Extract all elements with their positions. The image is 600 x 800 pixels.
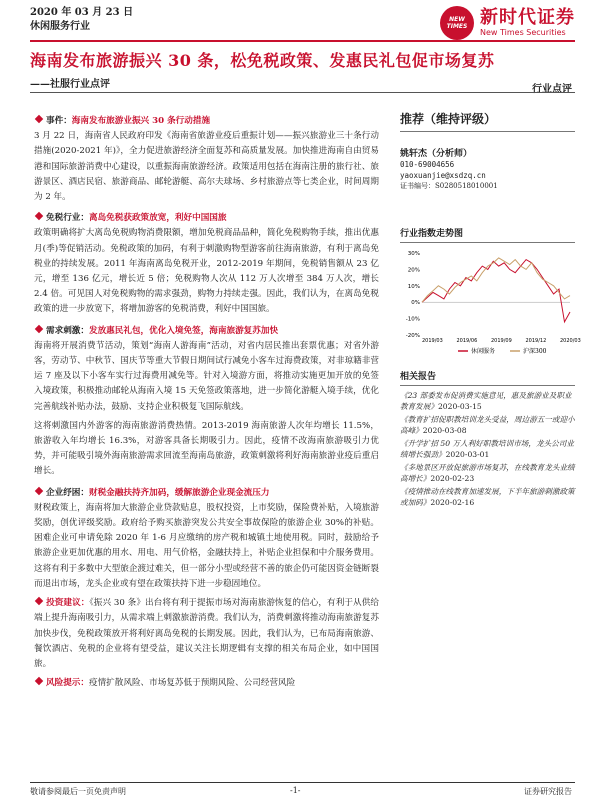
analyst-cert: 证书编号：S0280518010001: [400, 182, 498, 190]
section-heading: 发放惠民礼包，优化入境免签，海南旅游复苏加快: [88, 325, 279, 336]
sector-label: 休闲服务行业: [30, 21, 90, 32]
x-tick-label: 2019/12: [525, 338, 547, 344]
logo-cn-text: 新时代证券: [480, 7, 575, 28]
section-demand: 需求刺激：发放惠民礼包，优化入境免签，海南旅游复苏加快 海南将开展消费节活动，策划“海南人游海南”活动，对省内居民推出套票优惠；对省外游客，劳动节、中秋节、国庆节等重大节假日期间试行减免小客车过海费政策，对非琼籍非营运 7 座及以下小客车实行过海费用减免等。针对入境游方面，将推动实施更加开放的免签入境政策，积极推动邮轮从海南入境 15 天免签政策落地，进一步简化游艇入境手续，优化完善航线补贴办法，鼓励、支持企业积极复飞国际航线。 这将刺激国内外游客的海南旅游消费热情。2013-2019 海南旅游人次年均增长 11.5%，旅游收入年均增长 16.3%，对游客具备长期吸引力。因此，疫情不改海南旅游吸引力优势，并可能吸引境外海南旅游需求回流至海南岛旅游，政策刺激将利好海南旅游业疫后重启增长。: [34, 324, 379, 480]
logo-badge-icon: NEW TIMES: [440, 6, 474, 40]
y-tick-label: -20%: [405, 333, 420, 339]
bullet-diamond-icon: [35, 597, 43, 605]
legend-label: 休闲服务: [471, 348, 496, 355]
logo-en-text: New Times Securities: [480, 28, 566, 37]
trend-chart-svg: [400, 247, 581, 359]
subtitle-divider: [30, 92, 575, 93]
x-tick-label: 2019/06: [456, 338, 478, 344]
section-paragraph: 疫情扩散风险、市场复苏低于预期风险、公司经营风险: [88, 678, 296, 689]
section-heading: 海南发布旅游业振兴 30 条行动措施: [71, 116, 211, 126]
section-risk: 风险提示：疫情扩散风险、市场复苏低于预期风险、公司经营风险: [34, 676, 379, 691]
section-paragraph: 海南将开展消费节活动，策划“海南人游海南”活动，对省内居民推出套票优惠；对省外游客，劳动节、中秋节、国庆节等重大节假日期间试行减免小客车过海费政策，对非琼籍非营运 7 座及以下小客车实行过海费用减免等。针对入境游方面，将推动实施更加开放的免签入境政策，积极推动邮轮从海南入境 15 天免签政策落地，进一步简化游艇入境手续，优化完善航线补贴办法，鼓励、支持企业积极复飞国际航线。: [34, 340, 379, 412]
analyst-name: 姚轩杰（分析师）: [400, 149, 473, 159]
related-reports-title: 相关报告: [400, 369, 575, 386]
section-heading: 离岛免税获政策放宽，利好中国国旅: [88, 213, 227, 224]
legend-label: 沪深300: [523, 348, 547, 355]
x-tick-label: 2019/03: [422, 338, 443, 344]
footer-report-type: 证券研究报告: [524, 787, 572, 796]
sidebar: [400, 108, 581, 510]
bullet-diamond-icon: [35, 324, 43, 332]
section-relief: 企业纾困：财税金融扶持齐加码，缓解旅游企业现金流压力 财税政策上，海南将加大旅游企业贷款贴息，股权投资，上市奖励，保险费补贴，入境旅游奖励，创优评级奖励。政府给予购买旅游突发公共安全事故保险的旅游企业 30%的补贴。困难企业可申请免除 2020 年 1-6 月应缴纳的房产税和城镇土地使用税。同时，鼓励给予旅游企业更加优惠的用水、用电、用气价格，金融扶持上，补贴企业担保和中介服务费用。这将有利于多数中大型旅企渡过难关，但一部分小型或经营不善的旅企仍可能因资金链断裂而退出市场，龙头企业或有望在政策扶持下进一步稳固地位。: [34, 486, 379, 592]
y-tick-label: 0%: [411, 300, 420, 307]
bullet-diamond-icon: [35, 486, 43, 494]
related-report-item[interactable]: 《23 部委发布促消费实施意见，惠及旅游业及职业教育发展》2020-03-15: [400, 391, 572, 411]
series-line-1: [422, 258, 570, 302]
title-divider: [30, 40, 575, 42]
series-line-0: [422, 260, 570, 322]
report-title: 海南发布旅游振兴 30 条，松免税政策、发惠民礼包促市场复苏: [30, 51, 495, 70]
related-report-item[interactable]: 《疫情推动在线教育加速发展，下半年旅游刺激政策或加码》2020-02-16: [400, 487, 575, 507]
related-report-item[interactable]: 《教育扩招促职教培训龙头受益，周边游五一或迎小高峰》2020-03-08: [400, 415, 575, 435]
footer-disclaimer: 敬请参阅最后一页免责声明: [30, 787, 126, 796]
rating: 推荐（维持评级）: [400, 112, 497, 126]
section-event: 事件：海南发布旅游业振兴 30 条行动措施 3 月 22 日，海南省人民政府印发《海南省旅游业疫后重振计划——振兴旅游业三十条行动措施(2020-2021 年)》，全力促进旅游经济全面复苏和高质量发展。加快推进海南自由贸易港和国际旅游消费中心建设，以重振海南旅游经济。政策适用包括在海南注册的旅行社、旅游景区、酒店民宿、旅游商品、邮轮游艇、高尔夫球场、乡村旅游点等七类企业，时间周期为 2 年。: [34, 114, 379, 205]
analyst-email[interactable]: yaoxuanjie@xsdzq.cn: [400, 171, 486, 180]
section-paragraph: 政策明确将扩大离岛免税购物消费限额，增加免税商品品种，简化免税购物手续，推出优惠月(季)等促销活动。免税政策的加码，有利于刺激购物型游客前往海南旅游，有利于离岛免税业的持续发展。2011 年海南离岛免税开业，2012-2019 年期间，免税销售额从 23 亿元，增至 136 亿元，增长近 5 倍；免税购物人次从 112 万人次增至 384 万人次，增长 2.4 倍。可见国人对免税购物的需求强劲，购物力持续走强。因此，我们认为，在离岛免税政策的进一步放宽下，将增加游客的免税消费，利好中国国旅。: [34, 228, 379, 315]
y-tick-label: 30%: [407, 251, 420, 257]
bullet-diamond-icon: [35, 115, 43, 123]
y-tick-label: -10%: [405, 316, 420, 323]
trend-chart: [400, 247, 581, 359]
related-reports-list: [400, 390, 575, 508]
report-subtitle: ——社服行业点评: [30, 79, 110, 90]
y-tick-label: 10%: [407, 283, 420, 290]
bullet-diamond-icon: [35, 677, 43, 685]
related-report-item[interactable]: 《升学扩招 50 万人利好职教培训市场，龙头公司业绩增长强劲》2020-03-01: [400, 439, 574, 459]
report-type: 行业点评: [532, 84, 572, 95]
main-content: [34, 108, 379, 691]
section-heading: 财税金融扶持齐加码，缓解旅游企业现金流压力: [88, 487, 270, 498]
footer-divider: [30, 782, 575, 783]
section-investment: 投资建议：《振兴 30 条》出台将有利于提振市场对海南旅游恢复的信心，有利于从供给端上提升海南吸引力，从需求端上刺激旅游消费。我们认为，消费刺激将推动海南旅游复苏加快步伐，免税政策放开将利好离岛免税的长期发展。因此，我们认为，已布局海南旅游、餐饮酒店、免税的企业将有望受益，建议关注长期逻辑有支撑的相关布局企业，如中国国旅。: [34, 598, 379, 669]
company-logo: [440, 6, 575, 40]
section-paragraph: 3 月 22 日，海南省人民政府印发《海南省旅游业疫后重振计划——振兴旅游业三十条行动措施(2020-2021 年)》，全力促进旅游经济全面复苏和高质量发展。加快推进海南自由贸易港和国际旅游消费中心建设，以重振海南旅游经济。政策适用包括在海南注册的旅行社、旅游景区、酒店民宿、旅游商品、邮轮游艇、高尔夫球场、乡村旅游点等七类企业，时间周期为 2 年。: [34, 131, 379, 203]
section-paragraph: 财税政策上，海南将加大旅游企业贷款贴息，股权投资，上市奖励，保险费补贴，入境旅游奖励，创优评级奖励。政府给予购买旅游突发公共安全事故保险的旅游企业 30%的补贴。困难企业可申请免除 2020 年 1-6 月应缴纳的房产税和城镇土地使用税。同时，鼓励给予旅游企业更加优惠的用水、用电、用气价格，金融扶持上，补贴企业担保和中介服务费用。这将有利于多数中大型旅企渡过难关，但一部分小型或经营不善的旅企仍可能因资金链断裂而退出市场，龙头企业或有望在政策扶持下进一步稳固地位。: [34, 502, 379, 589]
sidebar-divider: [400, 131, 575, 132]
footer-page-number: -1-: [290, 786, 301, 795]
bullet-diamond-icon: [35, 212, 43, 220]
trend-chart-title: 行业指数走势图: [400, 226, 575, 243]
section-paragraph: 《振兴 30 条》出台将有利于提振市场对海南旅游恢复的信心，有利于从供给端上提升海南吸引力，从需求端上刺激旅游消费。我们认为，消费刺激将推动海南旅游复苏加快步伐，免税政策放开将利好离岛免税的长期发展。因此，我们认为，已布局海南旅游、餐饮酒店、免税的企业将有望受益，建议关注长期逻辑有支撑的相关布局企业，如中国国旅。: [34, 598, 379, 669]
section-duty-free: 免税行业：离岛免税获政策放宽，利好中国国旅 政策明确将扩大离岛免税购物消费限额，增加免税商品品种，简化免税购物手续，推出优惠月(季)等促销活动。免税政策的加码，有利于刺激购物型游客前往海南旅游，有利于离岛免税业的持续发展。2011 年海南离岛免税开业，2012-2019 年期间，免税销售额从 23 亿元，增至 136 亿元，增长近 5 倍；免税购物人次从 112 万人次增至 384 万人次，增长 2.4 倍。可见国人对免税购物的需求强劲，购物力持续走强。因此，我们认为，在离岛免税政策的进一步放宽下，将增加游客的免税消费，利好中国国旅。: [34, 211, 379, 317]
x-tick-label: 2019/09: [491, 338, 512, 344]
report-date: 2020 年 03 月 23 日: [30, 7, 134, 18]
analyst-phone: 010-69004656: [400, 160, 455, 169]
x-tick-label: 2020/03: [560, 338, 581, 344]
y-tick-label: 20%: [407, 267, 420, 274]
related-report-item[interactable]: 《多地景区开放促旅游市场复苏，在线教育龙头业绩高增长》2020-02-23: [400, 463, 575, 483]
section-paragraph: 这将刺激国内外游客的海南旅游消费热情。2013-2019 海南旅游人次年均增长 11.5%，旅游收入年均增长 16.3%，对游客具备长期吸引力。因此，疫情不改海南旅游吸引力优势，并可能吸引境外海南旅游需求回流至海南岛旅游，政策刺激将利好海南旅游业疫后重启增长。: [34, 420, 379, 477]
